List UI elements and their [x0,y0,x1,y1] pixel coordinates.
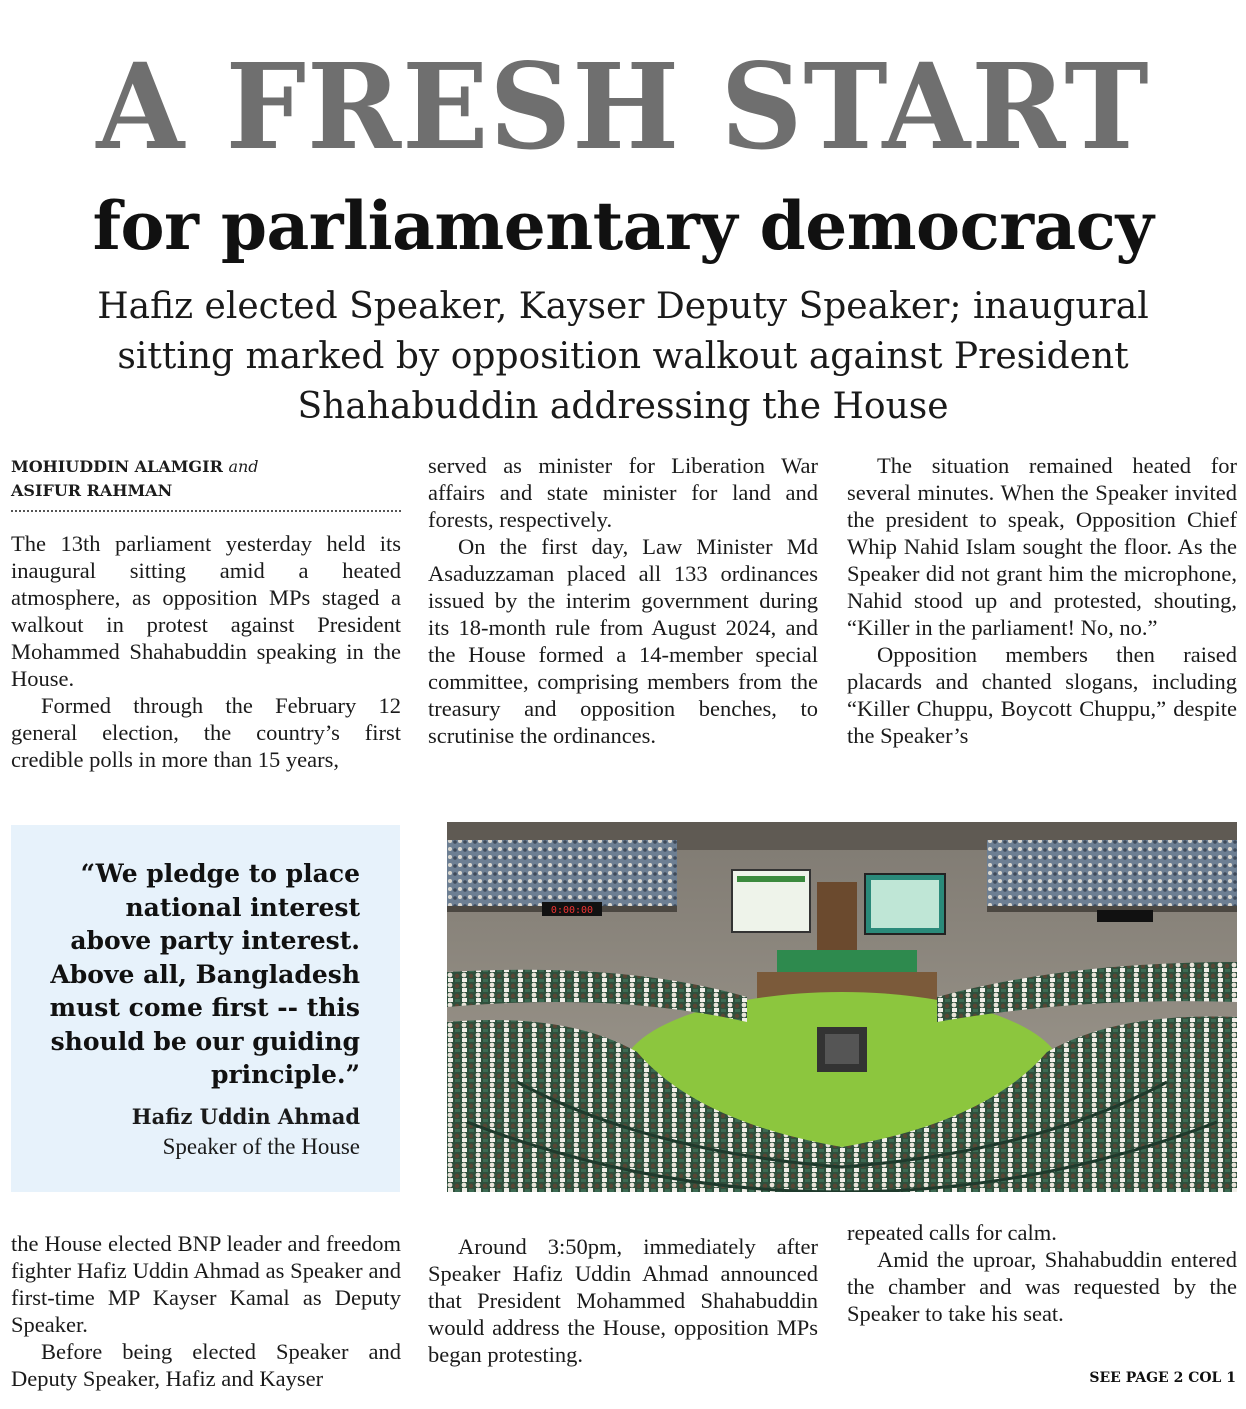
continued-on-page-link[interactable]: SEE PAGE 2 COL 1 [1089,1370,1236,1386]
paragraph: Formed through the February 12 general election, the country’s first credible polls in more than 15 years, [11,693,401,772]
paragraph: served as minister for Liberation War affairs and state minister for land and forests, respectively. [428,453,818,532]
article-column-1-bottom [11,1230,401,1392]
byline-joiner: and [228,457,259,476]
chamber-clock: 0:00:00 [550,905,594,916]
kicker-headline: A FRESH START [96,37,1150,176]
deck-subheadline: Hafiz elected Speaker, Kayser Deputy Speaker; inaugural sitting marked by opposition walkout against President Shahabuddin addressing the House [97,286,1149,427]
paragraph: Before being elected Speaker and Deputy Speaker, Hafiz and Kayser [11,1339,401,1391]
article-column-2-top [428,452,818,749]
byline-author-2: ASIFUR RAHMAN [11,481,173,500]
pullquote-text: “We pledge to place national interest above party interest. Above all, Bangladesh must come first -- this should be our guiding principle.” [49,859,360,1089]
paragraph: the House elected BNP leader and freedom fighter Hafiz Uddin Ahmad as Speaker and first-time MP Kayser Kamal as Deputy Speaker. [11,1231,401,1337]
article-column-3-bottom [847,1219,1237,1327]
paragraph: Opposition members then raised placards and chanted slogans, including “Killer Chuppu, Boycott Chuppu,” despite the Speaker’s [847,642,1237,748]
paragraph: On the first day, Law Minister Md Asaduzzaman placed all 133 ordinances issued by the interim government during its 18-month rule from August 2024, and the House formed a 14-member special committee, comprising members from the treasury and opposition benches, to scrutinise the ordinances. [428,534,818,748]
pullquote-name: Hafiz Uddin Ahmad [131,1104,360,1129]
paragraph: The 13th parliament yesterday held its inaugural sitting amid a heated atmosphere, as opposition MPs staged a walkout in protest against President Mohammed Shahabuddin speaking in the House. [11,531,401,691]
pullquote-role: Speaker of the House [162,1134,360,1159]
byline [11,455,401,503]
article-column-1-top [11,530,401,773]
paragraph: repeated calls for calm. [847,1220,1057,1245]
article-column-3-top [847,452,1237,749]
paragraph: Around 3:50pm, immediately after Speaker Hafiz Uddin Ahmad announced that President Mohammed Shahabuddin would address the House, opposition MPs began protesting. [428,1234,818,1367]
article-column-2-bottom [428,1233,818,1368]
main-headline: for parliamentary democracy [92,187,1154,265]
byline-divider [11,510,401,512]
paragraph: Amid the uproar, Shahabuddin entered the chamber and was requested by the Speaker to take his seat. [847,1247,1237,1326]
parliament-chamber-photo [447,822,1237,1192]
paragraph: The situation remained heated for several minutes. When the Speaker invited the president to speak, Opposition Chief Whip Nahid Islam sought the floor. As the Speaker did not grant him the microphone, Nahid stood up and protested, shouting, “Killer in the parliament! No, no.” [847,453,1237,640]
byline-author-1: MOHIUDDIN ALAMGIR [11,457,223,476]
